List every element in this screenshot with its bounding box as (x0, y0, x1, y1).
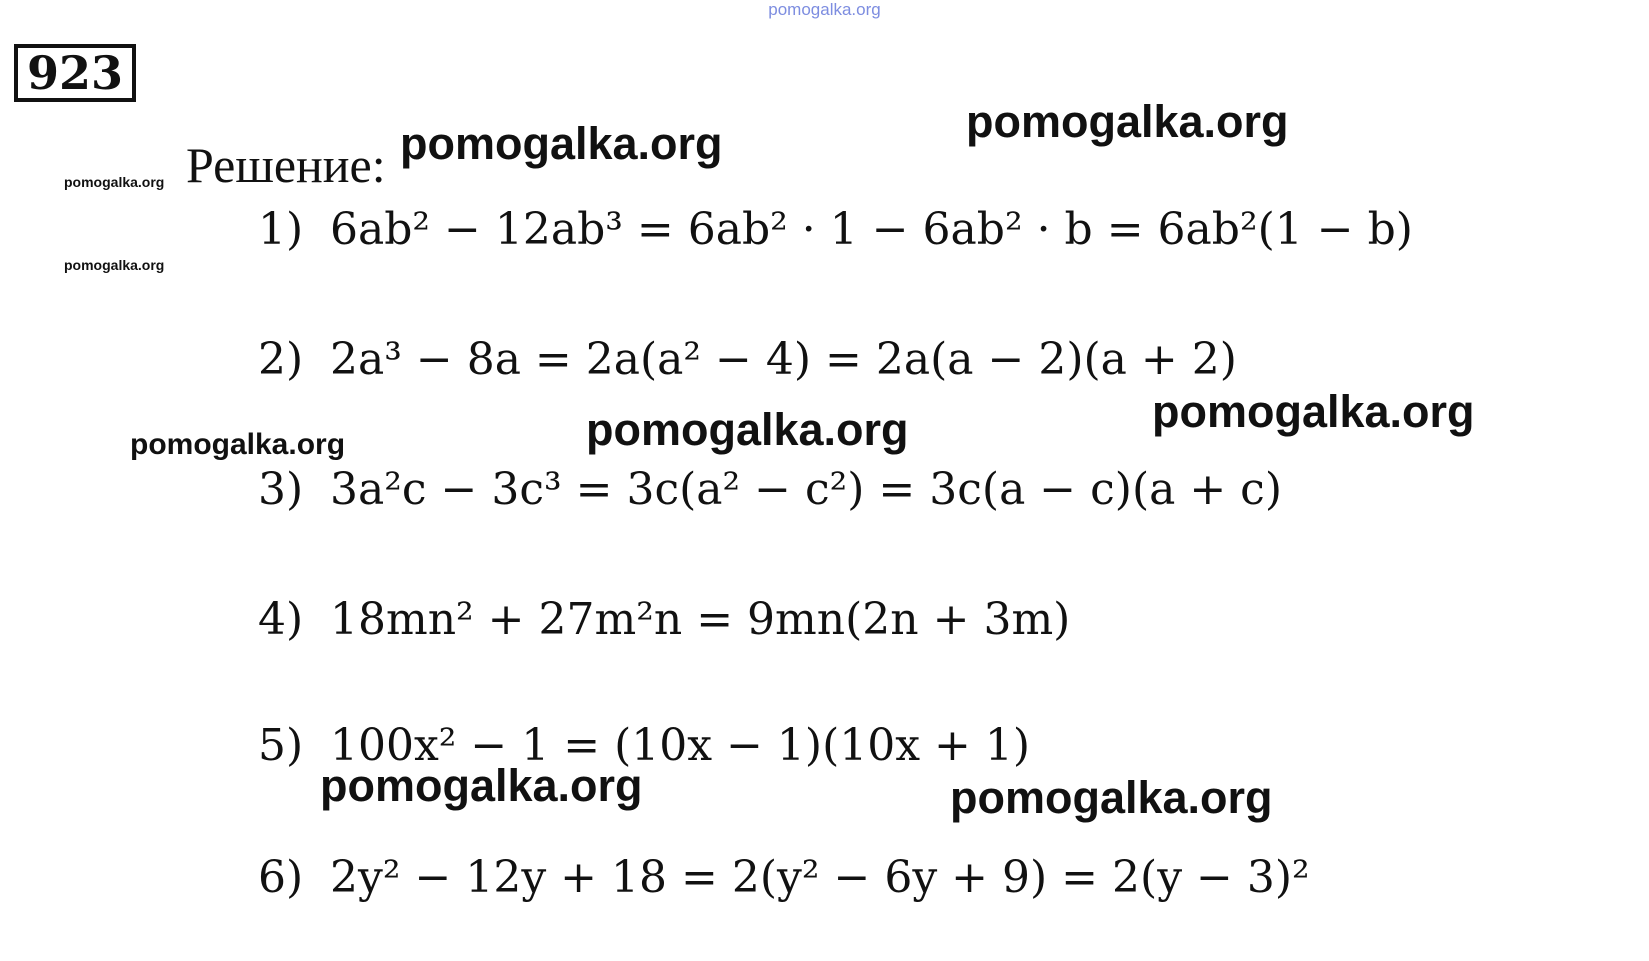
row-number: 1) (258, 204, 304, 255)
row-expression: 3a²c − 3c³ = 3c(a² − c²) = 3c(a − c)(a + c) (330, 464, 1282, 515)
watermark-text: pomogalka.org (1152, 386, 1475, 437)
watermark-text: pomogalka.org (966, 96, 1289, 147)
row-number: 6) (258, 852, 304, 903)
row-expression: 18mn² + 27m²n = 9mn(2n + 3m) (330, 594, 1071, 645)
watermark-text: pomogalka.org (64, 174, 165, 190)
solution-row-6 (258, 852, 1310, 904)
row-number: 2) (258, 334, 304, 385)
solution-row-4 (258, 594, 1070, 646)
watermark-text: pomogalka.org (400, 118, 723, 169)
watermark-text: pomogalka.org (130, 428, 346, 461)
row-number: 5) (258, 720, 304, 771)
solution-row-5 (258, 720, 1030, 772)
solution-heading: Решение: (186, 137, 386, 193)
row-expression: 100x² − 1 = (10x − 1)(10x + 1) (330, 720, 1031, 771)
solution-row-1 (258, 204, 1413, 256)
task-number-box (14, 44, 136, 102)
solution-row-3 (258, 464, 1282, 516)
solution-row-2 (258, 334, 1237, 386)
row-number: 3) (258, 464, 304, 515)
row-expression: 2y² − 12y + 18 = 2(y² − 6y + 9) = 2(y − 3)² (330, 852, 1310, 903)
row-expression: 2a³ − 8a = 2a(a² − 4) = 2a(a − 2)(a + 2) (330, 334, 1237, 385)
top-watermark: pomogalka.org (768, 0, 881, 19)
watermark-text: pomogalka.org (586, 404, 909, 455)
watermark-text: pomogalka.org (320, 760, 643, 811)
row-number: 4) (258, 594, 304, 645)
task-number: 923 (26, 46, 124, 100)
watermark-text: pomogalka.org (64, 257, 165, 273)
watermark-text: pomogalka.org (950, 772, 1273, 823)
row-expression: 6ab² − 12ab³ = 6ab² · 1 − 6ab² · b = 6ab²(1 − b) (330, 204, 1413, 255)
